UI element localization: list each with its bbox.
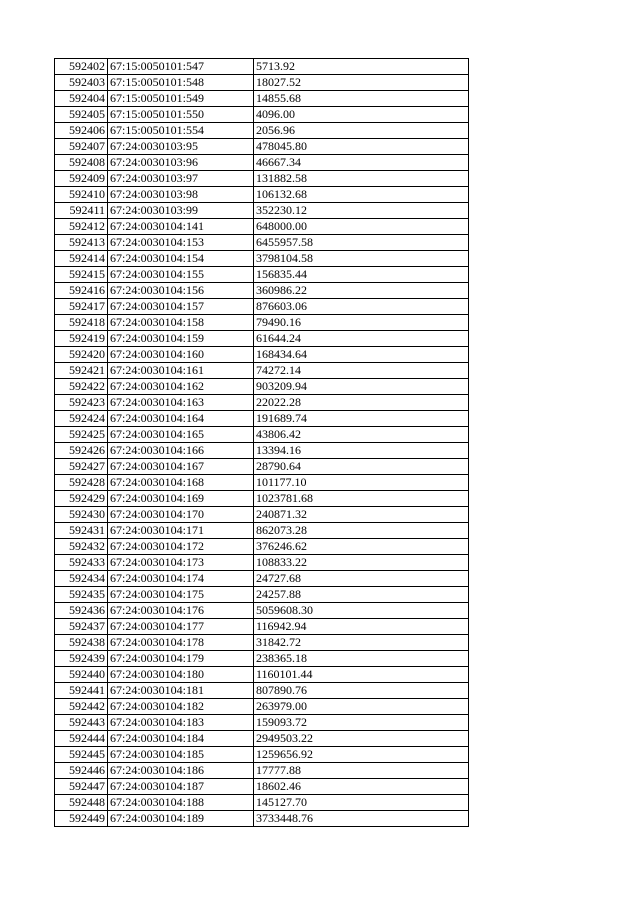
value-cell: 478045.80 — [254, 139, 469, 155]
value-cell: 159093.72 — [254, 715, 469, 731]
cadastral-number-cell: 67:24:0030104:189 — [108, 811, 254, 827]
value-cell: 376246.62 — [254, 539, 469, 555]
row-id-cell: 592408 — [55, 155, 108, 171]
value-cell: 876603.06 — [254, 299, 469, 315]
table-row — [55, 619, 469, 635]
value-cell: 168434.64 — [254, 347, 469, 363]
table-row — [55, 315, 469, 331]
value-cell: 1160101.44 — [254, 667, 469, 683]
table-row — [55, 235, 469, 251]
cadastral-number-cell: 67:24:0030104:174 — [108, 571, 254, 587]
table-row — [55, 811, 469, 827]
value-cell: 2949503.22 — [254, 731, 469, 747]
row-id-cell: 592444 — [55, 731, 108, 747]
table-row — [55, 699, 469, 715]
row-id-cell: 592448 — [55, 795, 108, 811]
table-row — [55, 203, 469, 219]
value-cell: 145127.70 — [254, 795, 469, 811]
table-row — [55, 459, 469, 475]
value-cell: 14855.68 — [254, 91, 469, 107]
table-row — [55, 667, 469, 683]
row-id-cell: 592432 — [55, 539, 108, 555]
table-row — [55, 635, 469, 651]
table-row — [55, 91, 469, 107]
value-cell: 131882.58 — [254, 171, 469, 187]
cadastral-number-cell: 67:24:0030104:181 — [108, 683, 254, 699]
cadastral-number-cell: 67:24:0030104:178 — [108, 635, 254, 651]
row-id-cell: 592435 — [55, 587, 108, 603]
table-row — [55, 171, 469, 187]
table-row — [55, 347, 469, 363]
table-row — [55, 715, 469, 731]
cadastral-number-cell: 67:24:0030104:157 — [108, 299, 254, 315]
cadastral-number-cell: 67:24:0030104:159 — [108, 331, 254, 347]
table-row — [55, 571, 469, 587]
value-cell: 22022.28 — [254, 395, 469, 411]
table-row — [55, 587, 469, 603]
cadastral-number-cell: 67:24:0030104:141 — [108, 219, 254, 235]
cadastral-number-cell: 67:24:0030104:173 — [108, 555, 254, 571]
row-id-cell: 592419 — [55, 331, 108, 347]
cadastral-number-cell: 67:24:0030104:170 — [108, 507, 254, 523]
cadastral-number-cell: 67:24:0030104:186 — [108, 763, 254, 779]
cadastral-number-cell: 67:15:0050101:549 — [108, 91, 254, 107]
row-id-cell: 592407 — [55, 139, 108, 155]
row-id-cell: 592442 — [55, 699, 108, 715]
cadastral-number-cell: 67:24:0030104:156 — [108, 283, 254, 299]
row-id-cell: 592409 — [55, 171, 108, 187]
cadastral-number-cell: 67:24:0030104:182 — [108, 699, 254, 715]
value-cell: 24257.88 — [254, 587, 469, 603]
cadastral-number-cell: 67:24:0030104:180 — [108, 667, 254, 683]
row-id-cell: 592423 — [55, 395, 108, 411]
table-body — [55, 59, 469, 827]
value-cell: 79490.16 — [254, 315, 469, 331]
value-cell: 240871.32 — [254, 507, 469, 523]
value-cell: 352230.12 — [254, 203, 469, 219]
row-id-cell: 592404 — [55, 91, 108, 107]
row-id-cell: 592438 — [55, 635, 108, 651]
value-cell: 263979.00 — [254, 699, 469, 715]
value-cell: 3733448.76 — [254, 811, 469, 827]
table-row — [55, 395, 469, 411]
row-id-cell: 592415 — [55, 267, 108, 283]
value-cell: 3798104.58 — [254, 251, 469, 267]
cadastral-number-cell: 67:15:0050101:547 — [108, 59, 254, 75]
row-id-cell: 592414 — [55, 251, 108, 267]
table-row — [55, 475, 469, 491]
value-cell: 24727.68 — [254, 571, 469, 587]
cadastral-number-cell: 67:24:0030104:164 — [108, 411, 254, 427]
value-cell: 46667.34 — [254, 155, 469, 171]
row-id-cell: 592427 — [55, 459, 108, 475]
value-cell: 807890.76 — [254, 683, 469, 699]
table-row — [55, 763, 469, 779]
value-cell: 1259656.92 — [254, 747, 469, 763]
table-row — [55, 523, 469, 539]
row-id-cell: 592445 — [55, 747, 108, 763]
table-row — [55, 59, 469, 75]
cadastral-number-cell: 67:24:0030103:95 — [108, 139, 254, 155]
value-cell: 360986.22 — [254, 283, 469, 299]
row-id-cell: 592417 — [55, 299, 108, 315]
table-row — [55, 411, 469, 427]
row-id-cell: 592441 — [55, 683, 108, 699]
table-row — [55, 555, 469, 571]
row-id-cell: 592425 — [55, 427, 108, 443]
table-row — [55, 299, 469, 315]
cadastral-number-cell: 67:24:0030104:179 — [108, 651, 254, 667]
row-id-cell: 592405 — [55, 107, 108, 123]
value-cell: 18602.46 — [254, 779, 469, 795]
value-cell: 5059608.30 — [254, 603, 469, 619]
row-id-cell: 592406 — [55, 123, 108, 139]
row-id-cell: 592410 — [55, 187, 108, 203]
row-id-cell: 592436 — [55, 603, 108, 619]
table-row — [55, 363, 469, 379]
row-id-cell: 592449 — [55, 811, 108, 827]
cadastral-number-cell: 67:24:0030104:161 — [108, 363, 254, 379]
cadastral-number-cell: 67:24:0030104:171 — [108, 523, 254, 539]
row-id-cell: 592402 — [55, 59, 108, 75]
value-cell: 862073.28 — [254, 523, 469, 539]
cadastral-number-cell: 67:24:0030104:158 — [108, 315, 254, 331]
value-cell: 13394.16 — [254, 443, 469, 459]
row-id-cell: 592428 — [55, 475, 108, 491]
row-id-cell: 592443 — [55, 715, 108, 731]
cadastral-number-cell: 67:24:0030103:97 — [108, 171, 254, 187]
cadastral-number-cell: 67:24:0030104:172 — [108, 539, 254, 555]
table-row — [55, 747, 469, 763]
table-row — [55, 75, 469, 91]
row-id-cell: 592421 — [55, 363, 108, 379]
cadastral-number-cell: 67:24:0030104:167 — [108, 459, 254, 475]
table-row — [55, 283, 469, 299]
cadastral-number-cell: 67:24:0030104:160 — [108, 347, 254, 363]
value-cell: 17777.88 — [254, 763, 469, 779]
row-id-cell: 592426 — [55, 443, 108, 459]
cadastral-number-cell: 67:24:0030104:168 — [108, 475, 254, 491]
cadastral-number-cell: 67:24:0030104:154 — [108, 251, 254, 267]
cadastral-number-cell: 67:24:0030103:96 — [108, 155, 254, 171]
row-id-cell: 592416 — [55, 283, 108, 299]
row-id-cell: 592430 — [55, 507, 108, 523]
value-cell: 43806.42 — [254, 427, 469, 443]
row-id-cell: 592420 — [55, 347, 108, 363]
table-row — [55, 427, 469, 443]
cadastral-number-cell: 67:24:0030104:153 — [108, 235, 254, 251]
cadastral-number-cell: 67:24:0030104:155 — [108, 267, 254, 283]
table-row — [55, 795, 469, 811]
table-row — [55, 107, 469, 123]
table-row — [55, 139, 469, 155]
row-id-cell: 592403 — [55, 75, 108, 91]
value-cell: 18027.52 — [254, 75, 469, 91]
value-cell: 61644.24 — [254, 331, 469, 347]
row-id-cell: 592447 — [55, 779, 108, 795]
value-cell: 238365.18 — [254, 651, 469, 667]
value-cell: 648000.00 — [254, 219, 469, 235]
table-row — [55, 779, 469, 795]
table-row — [55, 123, 469, 139]
table-row — [55, 379, 469, 395]
table-row — [55, 267, 469, 283]
value-cell: 31842.72 — [254, 635, 469, 651]
row-id-cell: 592437 — [55, 619, 108, 635]
cadastral-number-cell: 67:24:0030104:163 — [108, 395, 254, 411]
cadastral-number-cell: 67:24:0030104:166 — [108, 443, 254, 459]
value-cell: 903209.94 — [254, 379, 469, 395]
value-cell: 28790.64 — [254, 459, 469, 475]
row-id-cell: 592422 — [55, 379, 108, 395]
data-table — [54, 58, 469, 827]
value-cell: 5713.92 — [254, 59, 469, 75]
cadastral-number-cell: 67:24:0030104:176 — [108, 603, 254, 619]
row-id-cell: 592431 — [55, 523, 108, 539]
table-row — [55, 731, 469, 747]
table-row — [55, 219, 469, 235]
cadastral-number-cell: 67:24:0030104:165 — [108, 427, 254, 443]
cadastral-number-cell: 67:24:0030104:177 — [108, 619, 254, 635]
value-cell: 108833.22 — [254, 555, 469, 571]
value-cell: 106132.68 — [254, 187, 469, 203]
cadastral-number-cell: 67:24:0030104:175 — [108, 587, 254, 603]
cadastral-number-cell: 67:15:0050101:548 — [108, 75, 254, 91]
cadastral-number-cell: 67:24:0030103:98 — [108, 187, 254, 203]
cadastral-number-cell: 67:24:0030104:187 — [108, 779, 254, 795]
row-id-cell: 592439 — [55, 651, 108, 667]
table-row — [55, 603, 469, 619]
value-cell: 101177.10 — [254, 475, 469, 491]
table-row — [55, 155, 469, 171]
table-row — [55, 651, 469, 667]
table-row — [55, 443, 469, 459]
row-id-cell: 592440 — [55, 667, 108, 683]
value-cell: 6455957.58 — [254, 235, 469, 251]
table-row — [55, 507, 469, 523]
cadastral-number-cell: 67:24:0030104:188 — [108, 795, 254, 811]
table-row — [55, 251, 469, 267]
row-id-cell: 592434 — [55, 571, 108, 587]
value-cell: 191689.74 — [254, 411, 469, 427]
cadastral-number-cell: 67:24:0030103:99 — [108, 203, 254, 219]
table-row — [55, 187, 469, 203]
value-cell: 116942.94 — [254, 619, 469, 635]
value-cell: 156835.44 — [254, 267, 469, 283]
row-id-cell: 592413 — [55, 235, 108, 251]
cadastral-number-cell: 67:15:0050101:554 — [108, 123, 254, 139]
row-id-cell: 592433 — [55, 555, 108, 571]
row-id-cell: 592411 — [55, 203, 108, 219]
row-id-cell: 592424 — [55, 411, 108, 427]
cadastral-number-cell: 67:24:0030104:162 — [108, 379, 254, 395]
value-cell: 2056.96 — [254, 123, 469, 139]
row-id-cell: 592412 — [55, 219, 108, 235]
cadastral-number-cell: 67:24:0030104:184 — [108, 731, 254, 747]
table-row — [55, 683, 469, 699]
value-cell: 4096.00 — [254, 107, 469, 123]
value-cell: 1023781.68 — [254, 491, 469, 507]
table-row — [55, 331, 469, 347]
cadastral-number-cell: 67:15:0050101:550 — [108, 107, 254, 123]
cadastral-number-cell: 67:24:0030104:183 — [108, 715, 254, 731]
table-row — [55, 491, 469, 507]
cadastral-number-cell: 67:24:0030104:169 — [108, 491, 254, 507]
table-row — [55, 539, 469, 555]
value-cell: 74272.14 — [254, 363, 469, 379]
row-id-cell: 592429 — [55, 491, 108, 507]
row-id-cell: 592418 — [55, 315, 108, 331]
row-id-cell: 592446 — [55, 763, 108, 779]
cadastral-number-cell: 67:24:0030104:185 — [108, 747, 254, 763]
